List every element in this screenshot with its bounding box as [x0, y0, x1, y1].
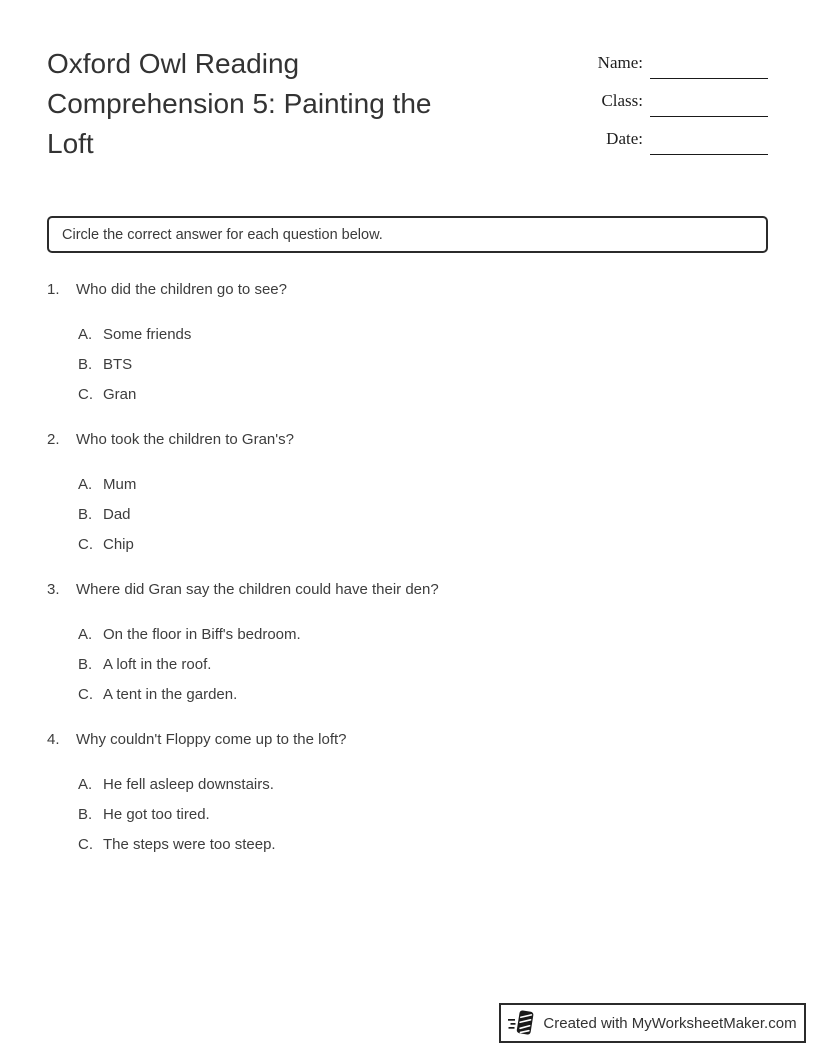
instruction-box — [47, 216, 768, 253]
option-text: A loft in the roof. — [103, 656, 212, 673]
option-letter: C. — [78, 536, 93, 553]
date-blank-line — [650, 154, 768, 155]
option-row — [78, 800, 768, 830]
class-label: Class: — [601, 91, 643, 110]
option-letter: A. — [78, 776, 93, 793]
option-row — [78, 620, 768, 650]
question-row — [47, 580, 768, 600]
option-text: Some friends — [103, 326, 192, 343]
name-blank-line — [650, 78, 768, 79]
question-row — [47, 280, 768, 300]
question-row — [47, 430, 768, 450]
question-list — [47, 280, 768, 880]
option-text: He got too tired. — [103, 806, 210, 823]
page-title — [47, 44, 567, 164]
date-field-row — [538, 128, 768, 150]
question-text: Why couldn't Floppy come up to the loft? — [76, 731, 347, 748]
option-text: Chip — [103, 536, 134, 553]
option-row — [78, 680, 768, 710]
option-letter: A. — [78, 476, 93, 493]
class-blank-line — [650, 116, 768, 117]
option-letter: B. — [78, 806, 93, 823]
option-text: A tent in the garden. — [103, 686, 238, 703]
option-row — [78, 500, 768, 530]
student-info-fields — [538, 52, 768, 166]
option-letter: B. — [78, 356, 93, 373]
option-row — [78, 380, 768, 410]
question-number: 4. — [47, 731, 60, 748]
option-text: The steps were too steep. — [103, 836, 276, 853]
option-row — [78, 650, 768, 680]
option-text: Gran — [103, 386, 137, 403]
question-item — [47, 430, 768, 560]
question-text: Who took the children to Gran's? — [76, 431, 294, 448]
page-title-line: Loft — [47, 128, 94, 159]
option-text: On the floor in Biff's bedroom. — [103, 626, 301, 643]
name-label: Name: — [597, 53, 643, 72]
option-text: Dad — [103, 506, 131, 523]
option-letter: A. — [78, 626, 93, 643]
option-row — [78, 830, 768, 860]
question-item — [47, 580, 768, 710]
instruction-text: Circle the correct answer for each question below. — [62, 226, 383, 243]
option-letter: C. — [78, 686, 93, 703]
option-letter: A. — [78, 326, 93, 343]
option-text: Mum — [103, 476, 137, 493]
question-text: Where did Gran say the children could have their den? — [76, 581, 439, 598]
question-item — [47, 280, 768, 410]
question-row — [47, 730, 768, 750]
question-number: 1. — [47, 281, 60, 298]
option-row — [78, 530, 768, 560]
option-row — [78, 470, 768, 500]
option-letter: B. — [78, 506, 93, 523]
page-title-line: Comprehension 5: Painting the — [47, 88, 432, 119]
options-group — [47, 770, 768, 860]
name-field-row — [538, 52, 768, 74]
question-item — [47, 730, 768, 860]
page-title-line: Oxford Owl Reading — [47, 48, 300, 79]
question-number: 2. — [47, 431, 60, 448]
option-text: He fell asleep downstairs. — [103, 776, 274, 793]
class-field-row — [538, 90, 768, 112]
credit-badge — [499, 1003, 806, 1043]
options-group — [47, 320, 768, 410]
credit-text: Created with MyWorksheetMaker.com — [543, 1014, 797, 1032]
options-group — [47, 470, 768, 560]
option-letter: C. — [78, 386, 93, 403]
option-row — [78, 350, 768, 380]
options-group — [47, 620, 768, 710]
worksheet-maker-logo-icon — [508, 1008, 535, 1038]
question-number: 3. — [47, 581, 60, 598]
option-text: BTS — [103, 356, 133, 373]
option-letter: B. — [78, 656, 93, 673]
question-text: Who did the children go to see? — [76, 281, 287, 298]
option-row — [78, 320, 768, 350]
option-row — [78, 770, 768, 800]
date-label: Date: — [606, 129, 643, 148]
option-letter: C. — [78, 836, 93, 853]
